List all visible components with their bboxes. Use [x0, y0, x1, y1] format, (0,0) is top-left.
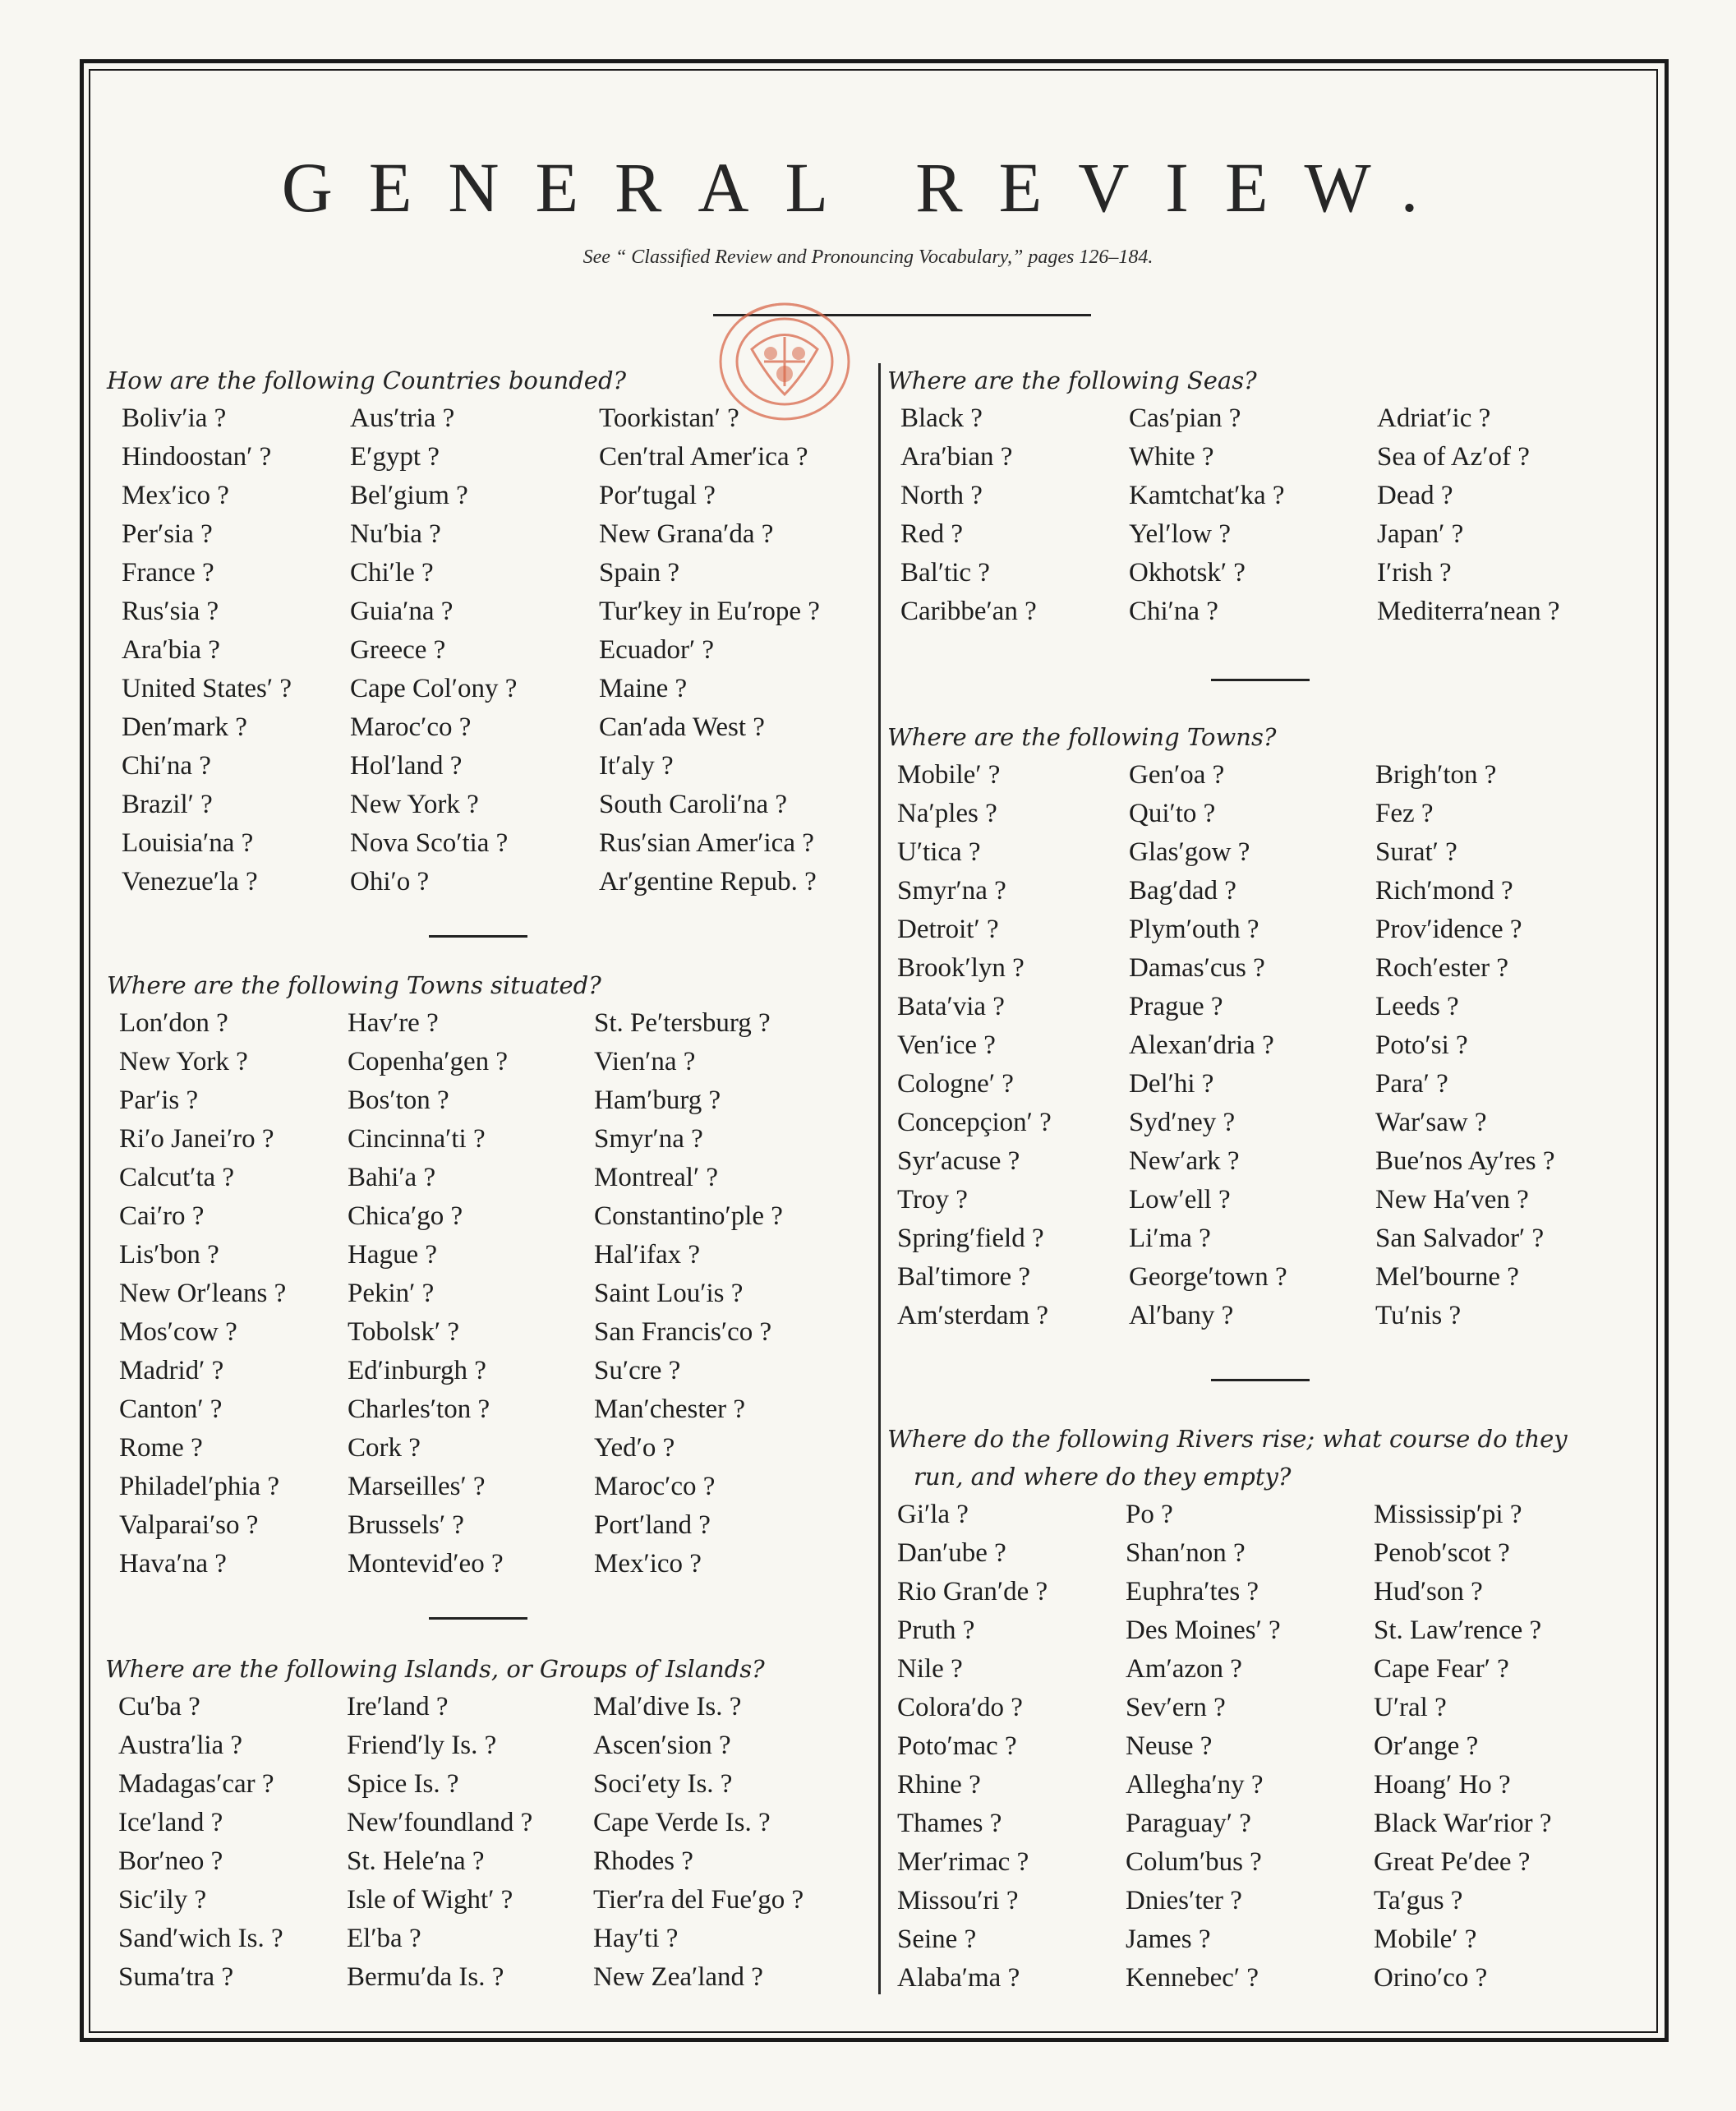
- page-title: GENERAL REVIEW.: [281, 148, 1455, 227]
- list-item: Toorkistan′ ?: [599, 403, 739, 433]
- list-item: Montevid′eo ?: [348, 1549, 504, 1579]
- list-item: Ice′land ?: [118, 1808, 223, 1837]
- list-item: Sic′ily ?: [118, 1885, 207, 1915]
- list-item: Bel′gium ?: [350, 481, 468, 510]
- list-item: Dead ?: [1377, 481, 1453, 510]
- list-item: Dan′ube ?: [897, 1538, 1006, 1568]
- list-item: Brazil′ ?: [122, 790, 213, 819]
- list-item: Para′ ?: [1375, 1069, 1448, 1099]
- towns-situated-heading: Where are the following Towns situated?: [107, 971, 601, 999]
- list-item: Dnies′ter ?: [1126, 1886, 1242, 1915]
- rivers-heading-line2: run, and where do they empty?: [914, 1463, 1292, 1491]
- list-item: Leeds ?: [1375, 992, 1459, 1021]
- list-item: Hal′ifax ?: [594, 1240, 701, 1270]
- list-item: Chi′le ?: [350, 558, 434, 588]
- list-item: Mex′ico ?: [122, 481, 229, 510]
- list-item: Ara′bian ?: [900, 442, 1013, 472]
- list-item: Chi′na ?: [122, 751, 211, 781]
- subtitle-reference: See “ Classified Review and Pronouncing Vocabulary,” pages 126–184.: [583, 247, 1153, 268]
- list-item: New Or′leans ?: [119, 1279, 287, 1308]
- list-item: War′saw ?: [1375, 1108, 1487, 1137]
- list-item: Ecuador′ ?: [599, 635, 715, 665]
- list-item: Smyr′na ?: [594, 1124, 703, 1154]
- islands-list: [118, 1688, 864, 1997]
- list-item: Ed′inburgh ?: [348, 1356, 486, 1385]
- list-item: Rich′mond ?: [1375, 876, 1513, 906]
- list-item: Ar′gentine Repub. ?: [599, 867, 817, 896]
- list-item: James ?: [1126, 1924, 1211, 1954]
- list-item: Madrid′ ?: [119, 1356, 224, 1385]
- list-item: Concepçion′ ?: [897, 1108, 1052, 1137]
- list-item: Mer′rimac ?: [897, 1847, 1029, 1877]
- list-item: Okhotsk′ ?: [1129, 558, 1246, 588]
- list-item: Alexan′dria ?: [1129, 1030, 1274, 1060]
- list-item: San Salvador′ ?: [1375, 1224, 1545, 1253]
- list-item: Aus′tria ?: [350, 403, 455, 433]
- list-item: Bue′nos Ay′res ?: [1375, 1146, 1555, 1176]
- list-item: Troy ?: [897, 1185, 968, 1215]
- list-item: Sand′wich Is. ?: [118, 1924, 283, 1953]
- list-item: Saint Lou′is ?: [594, 1279, 744, 1308]
- list-item: Mobile′ ?: [1374, 1924, 1477, 1954]
- list-item: St. Hele′na ?: [347, 1846, 485, 1876]
- list-item: Tu′nis ?: [1375, 1301, 1462, 1330]
- list-item: Ven′ice ?: [897, 1030, 996, 1060]
- list-item: Caribbe′an ?: [900, 597, 1037, 626]
- list-item: Canton′ ?: [119, 1394, 223, 1424]
- list-item: Pekin′ ?: [348, 1279, 435, 1308]
- list-item: St. Pe′tersburg ?: [594, 1008, 771, 1038]
- list-item: Nova Sco′tia ?: [350, 828, 509, 858]
- towns-section: [887, 718, 1646, 1335]
- list-item: Lon′don ?: [119, 1008, 228, 1038]
- list-item: Bata′via ?: [897, 992, 1005, 1021]
- list-item: Detroit′ ?: [897, 915, 999, 944]
- list-item: Friend′ly Is. ?: [347, 1731, 497, 1760]
- list-item: Colum′bus ?: [1126, 1847, 1262, 1877]
- list-item: Plym′outh ?: [1129, 915, 1259, 944]
- list-item: Cologne′ ?: [897, 1069, 1014, 1099]
- list-item: Or′ange ?: [1374, 1731, 1479, 1761]
- list-item: Seine ?: [897, 1924, 977, 1954]
- rivers-list: [897, 1496, 1645, 1998]
- list-item: Orino′co ?: [1374, 1963, 1488, 1993]
- list-item: Missou′ri ?: [897, 1886, 1019, 1915]
- list-item: Na′ples ?: [897, 799, 997, 828]
- list-item: Del′hi ?: [1129, 1069, 1214, 1099]
- list-item: Poto′si ?: [1375, 1030, 1468, 1060]
- list-item: Man′chester ?: [594, 1394, 746, 1424]
- list-item: Hav′re ?: [348, 1008, 439, 1038]
- list-item: Rhodes ?: [593, 1846, 693, 1876]
- list-item: Calcut′ta ?: [119, 1163, 235, 1192]
- list-item: Maine ?: [599, 674, 688, 703]
- list-item: Yel′low ?: [1129, 519, 1231, 549]
- list-item: Can′ada West ?: [599, 712, 765, 742]
- list-item: Poto′mac ?: [897, 1731, 1017, 1761]
- list-item: Neuse ?: [1126, 1731, 1213, 1761]
- list-item: Pruth ?: [897, 1616, 975, 1645]
- towns-heading: Where are the following Towns?: [887, 723, 1277, 751]
- list-item: Su′cre ?: [594, 1356, 681, 1385]
- list-item: Syr′acuse ?: [897, 1146, 1020, 1176]
- list-item: Cape Col′ony ?: [350, 674, 518, 703]
- list-item: Copenha′gen ?: [348, 1047, 509, 1076]
- list-item: Charles′ton ?: [348, 1394, 490, 1424]
- list-item: New Ha′ven ?: [1375, 1185, 1529, 1215]
- countries-list: [122, 399, 870, 901]
- list-item: Mos′cow ?: [119, 1317, 237, 1347]
- list-item: Des Moines′ ?: [1126, 1616, 1281, 1645]
- seas-list: [900, 399, 1648, 631]
- list-item: Damas′cus ?: [1129, 953, 1265, 983]
- list-item: Kennebec′ ?: [1126, 1963, 1259, 1993]
- list-item: New York ?: [350, 790, 479, 819]
- list-item: Brussels′ ?: [348, 1510, 464, 1540]
- list-item: Mobile′ ?: [897, 760, 1001, 790]
- list-item: U′ral ?: [1374, 1693, 1447, 1722]
- list-item: Red ?: [900, 519, 964, 549]
- list-item: Thames ?: [897, 1809, 1002, 1838]
- list-item: Hague ?: [348, 1240, 438, 1270]
- list-item: Rus′sian Amer′ica ?: [599, 828, 814, 858]
- list-item: Venezue′la ?: [122, 867, 258, 896]
- list-item: Rio Gran′de ?: [897, 1577, 1048, 1606]
- list-item: Mal′dive Is. ?: [593, 1692, 742, 1722]
- list-item: St. Law′rence ?: [1374, 1616, 1542, 1645]
- section-divider: [1211, 1379, 1310, 1381]
- list-item: Spring′field ?: [897, 1224, 1044, 1253]
- section-divider: [429, 1617, 527, 1620]
- list-item: Chica′go ?: [348, 1201, 463, 1231]
- list-item: Cai′ro ?: [119, 1201, 205, 1231]
- list-item: Soci′ety Is. ?: [593, 1769, 733, 1799]
- list-item: Per′sia ?: [122, 519, 213, 549]
- list-item: Fez ?: [1375, 799, 1434, 828]
- list-item: Ta′gus ?: [1374, 1886, 1463, 1915]
- list-item: Surat′ ?: [1375, 837, 1457, 867]
- list-item: Ara′bia ?: [122, 635, 220, 665]
- list-item: Mel′bourne ?: [1375, 1262, 1519, 1292]
- list-item: Ire′land ?: [347, 1692, 449, 1722]
- list-item: Philadel′phia ?: [119, 1472, 280, 1501]
- section-divider: [429, 935, 527, 938]
- seas-section: [887, 362, 1648, 631]
- list-item: Glas′gow ?: [1129, 837, 1250, 867]
- list-item: Constantino′ple ?: [594, 1201, 783, 1231]
- list-item: Colora′do ?: [897, 1693, 1023, 1722]
- list-item: Al′bany ?: [1129, 1301, 1234, 1330]
- seas-heading: Where are the following Seas?: [887, 366, 1257, 394]
- list-item: Valparai′so ?: [119, 1510, 259, 1540]
- list-item: Mex′ico ?: [594, 1549, 702, 1579]
- list-item: Cas′pian ?: [1129, 403, 1241, 433]
- list-item: Den′mark ?: [122, 712, 247, 742]
- list-item: Hay′ti ?: [593, 1924, 679, 1953]
- list-item: Mediterra′nean ?: [1377, 597, 1560, 626]
- list-item: New York ?: [119, 1047, 248, 1076]
- list-item: Am′azon ?: [1126, 1654, 1242, 1684]
- list-item: Adriat′ic ?: [1377, 403, 1491, 433]
- list-item: Tobolsk′ ?: [348, 1317, 459, 1347]
- list-item: Great Pe′dee ?: [1374, 1847, 1531, 1877]
- list-item: Am′sterdam ?: [897, 1301, 1049, 1330]
- list-item: Ham′burg ?: [594, 1085, 721, 1115]
- countries-heading: How are the following Countries bounded?: [107, 366, 627, 394]
- list-item: Por′tugal ?: [599, 481, 716, 510]
- list-item: Penob′scot ?: [1374, 1538, 1510, 1568]
- list-item: Qui′to ?: [1129, 799, 1216, 828]
- list-item: Lis′bon ?: [119, 1240, 219, 1270]
- list-item: Madagas′car ?: [118, 1769, 274, 1799]
- list-item: El′ba ?: [347, 1924, 421, 1953]
- list-item: Paraguay′ ?: [1126, 1809, 1251, 1838]
- list-item: Bos′ton ?: [348, 1085, 449, 1115]
- column-divider: [878, 363, 881, 1994]
- list-item: Hol′land ?: [350, 751, 463, 781]
- list-item: Cork ?: [348, 1433, 421, 1463]
- list-item: Rhine ?: [897, 1770, 981, 1800]
- list-item: New′foundland ?: [347, 1808, 533, 1837]
- list-item: Li′ma ?: [1129, 1224, 1211, 1253]
- list-item: Prov′idence ?: [1375, 915, 1522, 944]
- list-item: White ?: [1129, 442, 1214, 472]
- list-item: South Caroli′na ?: [599, 790, 788, 819]
- list-item: Bor′neo ?: [118, 1846, 223, 1876]
- list-item: Cen′tral Amer′ica ?: [599, 442, 808, 472]
- list-item: Tur′key in Eu′rope ?: [599, 597, 820, 626]
- section-divider: [1211, 679, 1310, 681]
- towns-situated-list: [119, 1004, 865, 1583]
- list-item: Low′ell ?: [1129, 1185, 1231, 1215]
- list-item: Tier′ra del Fue′go ?: [593, 1885, 804, 1915]
- list-item: Maroc′co ?: [594, 1472, 716, 1501]
- list-item: Cincinna′ti ?: [348, 1124, 486, 1154]
- towns-list: [897, 756, 1646, 1335]
- list-item: Ri′o Janei′ro ?: [119, 1124, 274, 1154]
- list-item: United States′ ?: [122, 674, 292, 703]
- list-item: Boliv′ia ?: [122, 403, 227, 433]
- list-item: Gen′oa ?: [1129, 760, 1225, 790]
- list-item: Chi′na ?: [1129, 597, 1218, 626]
- list-item: Vien′na ?: [594, 1047, 696, 1076]
- list-item: Sea of Az′of ?: [1377, 442, 1530, 472]
- list-item: Kamtchat′ka ?: [1129, 481, 1285, 510]
- list-item: It′aly ?: [599, 751, 674, 781]
- list-item: U′tica ?: [897, 837, 981, 867]
- list-item: Japan′ ?: [1377, 519, 1464, 549]
- list-item: Rus′sia ?: [122, 597, 219, 626]
- list-item: Yed′o ?: [594, 1433, 675, 1463]
- list-item: Bermu′da Is. ?: [347, 1962, 504, 1992]
- list-item: Gi′la ?: [897, 1500, 969, 1529]
- list-item: Syd′ney ?: [1129, 1108, 1236, 1137]
- list-item: Brigh′ton ?: [1375, 760, 1497, 790]
- list-item: Maroc′co ?: [350, 712, 472, 742]
- rivers-heading-line1: Where do the following Rivers rise; what course do they: [887, 1425, 1568, 1453]
- list-item: Par′is ?: [119, 1085, 199, 1115]
- list-item: Hoang′ Ho ?: [1374, 1770, 1511, 1800]
- list-item: Po ?: [1126, 1500, 1173, 1529]
- list-item: Spice Is. ?: [347, 1769, 459, 1799]
- list-item: Hava′na ?: [119, 1549, 227, 1579]
- list-item: New Zea′land ?: [593, 1962, 763, 1992]
- list-item: Bal′timore ?: [897, 1262, 1031, 1292]
- islands-heading: Where are the following Islands, or Groups of Islands?: [105, 1655, 765, 1683]
- list-item: Rome ?: [119, 1433, 203, 1463]
- list-item: New′ark ?: [1129, 1146, 1240, 1176]
- list-item: San Francis′co ?: [594, 1317, 772, 1347]
- list-item: Louisia′na ?: [122, 828, 254, 858]
- list-item: Alaba′ma ?: [897, 1963, 1020, 1993]
- list-item: Nu′bia ?: [350, 519, 441, 549]
- list-item: Black ?: [900, 403, 983, 433]
- islands-section: [105, 1650, 864, 1997]
- list-item: Marseilles′ ?: [348, 1472, 486, 1501]
- list-item: Brook′lyn ?: [897, 953, 1025, 983]
- list-item: Prague ?: [1129, 992, 1223, 1021]
- list-item: Austra′lia ?: [118, 1731, 243, 1760]
- list-item: I′rish ?: [1377, 558, 1452, 588]
- list-item: Shan′non ?: [1126, 1538, 1246, 1568]
- list-item: Euphra′tes ?: [1126, 1577, 1259, 1606]
- list-item: Ohi′o ?: [350, 867, 430, 896]
- list-item: Bal′tic ?: [900, 558, 990, 588]
- list-item: North ?: [900, 481, 983, 510]
- list-item: Port′land ?: [594, 1510, 711, 1540]
- list-item: Nile ?: [897, 1654, 963, 1684]
- list-item: Suma′tra ?: [118, 1962, 234, 1992]
- list-item: Sev′ern ?: [1126, 1693, 1226, 1722]
- list-item: Roch′ester ?: [1375, 953, 1509, 983]
- list-item: Isle of Wight′ ?: [347, 1885, 513, 1915]
- list-item: Ascen′sion ?: [593, 1731, 731, 1760]
- list-item: E′gypt ?: [350, 442, 440, 472]
- towns-situated-section: [107, 966, 865, 1583]
- list-item: Bag′dad ?: [1129, 876, 1236, 906]
- list-item: New Grana′da ?: [599, 519, 774, 549]
- list-item: Guia′na ?: [350, 597, 454, 626]
- list-item: France ?: [122, 558, 214, 588]
- list-item: Greece ?: [350, 635, 446, 665]
- list-item: Mississip′pi ?: [1374, 1500, 1522, 1529]
- list-item: Bahi′a ?: [348, 1163, 436, 1192]
- list-item: Hud′son ?: [1374, 1577, 1483, 1606]
- list-item: Spain ?: [599, 558, 680, 588]
- list-item: Cape Verde Is. ?: [593, 1808, 771, 1837]
- list-item: George′town ?: [1129, 1262, 1287, 1292]
- list-item: Cu′ba ?: [118, 1692, 200, 1722]
- list-item: Allegha′ny ?: [1126, 1770, 1264, 1800]
- rivers-section: [887, 1420, 1645, 1998]
- list-item: Hindoostan′ ?: [122, 442, 272, 472]
- list-item: Smyr′na ?: [897, 876, 1006, 906]
- list-item: Cape Fear′ ?: [1374, 1654, 1509, 1684]
- countries-section: [107, 362, 870, 901]
- list-item: Black War′rior ?: [1374, 1809, 1552, 1838]
- list-item: Montreal′ ?: [594, 1163, 719, 1192]
